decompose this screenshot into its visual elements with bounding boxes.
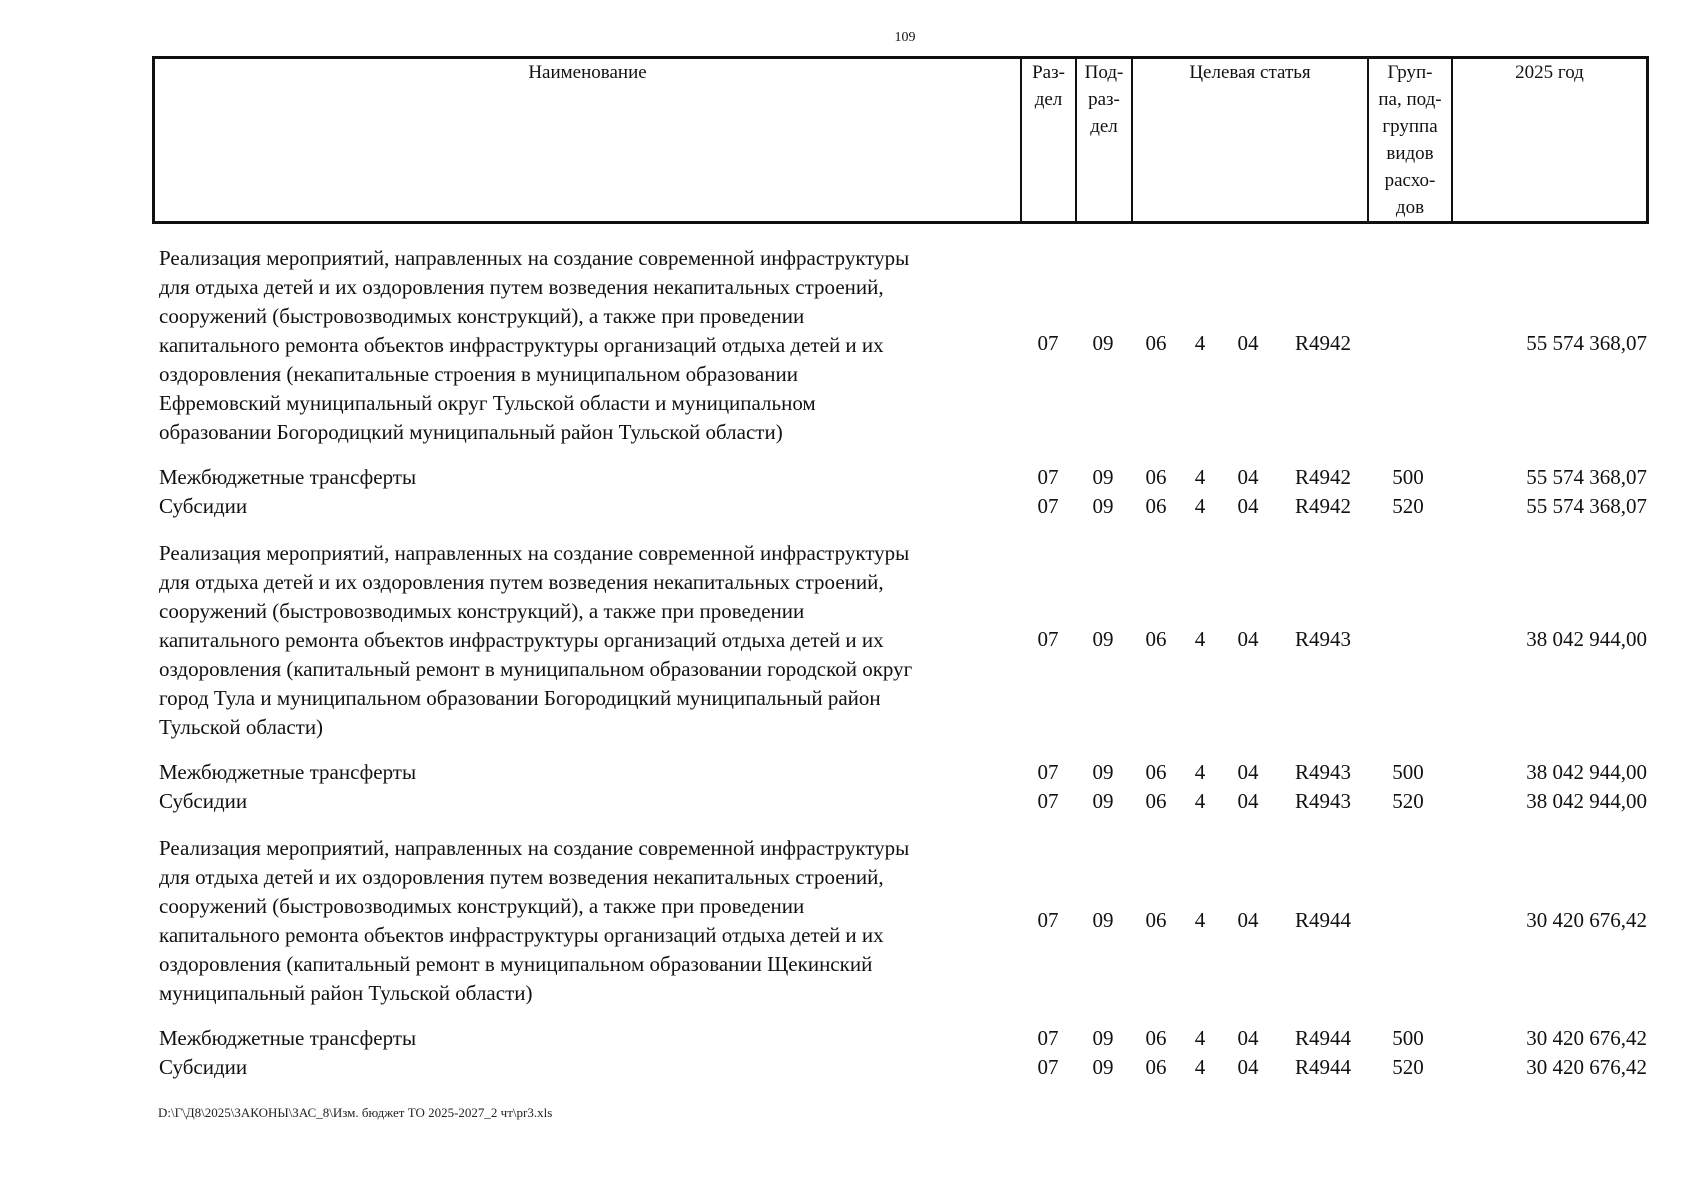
- row-target-code: R4942: [1294, 494, 1351, 518]
- row-podrazdel: 09: [1092, 331, 1114, 355]
- row-group: 500: [1392, 465, 1424, 489]
- row-group: 520: [1392, 494, 1424, 518]
- row-group: 520: [1392, 789, 1424, 813]
- row-razdel: 07: [1037, 908, 1059, 932]
- row-podrazdel: 09: [1092, 760, 1114, 784]
- row-amount: 55 574 368,07: [1526, 331, 1647, 355]
- row-amount: 38 042 944,00: [1526, 789, 1647, 813]
- row-podrazdel: 09: [1092, 908, 1114, 932]
- header-podrazdel: [1077, 59, 1131, 221]
- row-name: Межбюджетные трансферты: [159, 465, 417, 489]
- row-target-complex: 04: [1237, 760, 1259, 784]
- row-target-code: R4944: [1294, 1055, 1351, 1079]
- row-razdel: 07: [1037, 465, 1059, 489]
- row-group: 520: [1392, 1055, 1424, 1079]
- row-group: 500: [1392, 760, 1424, 784]
- header-name-text: Наименование: [528, 62, 647, 83]
- row-target-type: 4: [1194, 789, 1206, 813]
- row-target-complex: 04: [1237, 1055, 1259, 1079]
- header-group-line: па, под-: [1378, 89, 1442, 110]
- row-razdel: 07: [1037, 1055, 1059, 1079]
- row-podrazdel: 09: [1092, 789, 1114, 813]
- row-name: Субсидии: [159, 789, 248, 813]
- row-target-complex: 04: [1237, 331, 1259, 355]
- row-target-program: 06: [1145, 1026, 1167, 1050]
- row-razdel: 07: [1037, 760, 1059, 784]
- row-amount: 55 574 368,07: [1526, 494, 1647, 518]
- row-target-program: 06: [1145, 760, 1167, 784]
- header-podrazdel-line: дел: [1090, 116, 1118, 137]
- header-razdel-line: Раз-: [1032, 62, 1065, 83]
- header-razdel: [1022, 59, 1075, 221]
- row-target-code: R4942: [1294, 465, 1351, 489]
- row-razdel: 07: [1037, 1026, 1059, 1050]
- row-target-type: 4: [1194, 1055, 1206, 1079]
- header-year-text: 2025 год: [1515, 62, 1584, 83]
- file-path-footer: D:\Г\Д8\2025\ЗАКОНЫ\ЗАС_8\Изм. бюджет ТО 2025-2027_2 чт\pr3.xls: [158, 1105, 553, 1120]
- header-target-text: Целевая статья: [1189, 62, 1311, 83]
- row-target-type: 4: [1194, 908, 1206, 932]
- row-target-code: R4943: [1294, 627, 1351, 651]
- row-name: Межбюджетные трансферты: [159, 760, 417, 784]
- row-amount: 30 420 676,42: [1526, 1026, 1647, 1050]
- row-amount: 30 420 676,42: [1526, 908, 1647, 932]
- row-podrazdel: 09: [1092, 494, 1114, 518]
- header-podrazdel-line: раз-: [1088, 89, 1120, 110]
- row-target-code: R4943: [1294, 760, 1351, 784]
- page-number: 109: [894, 30, 916, 45]
- row-target-code: R4943: [1294, 789, 1351, 813]
- row-target-complex: 04: [1237, 627, 1259, 651]
- header-podrazdel-line: Под-: [1084, 62, 1124, 83]
- row-target-code: R4942: [1294, 331, 1351, 355]
- row-amount: 55 574 368,07: [1526, 465, 1647, 489]
- row-razdel: 07: [1037, 627, 1059, 651]
- row-target-program: 06: [1145, 331, 1167, 355]
- row-target-program: 06: [1145, 627, 1167, 651]
- row-group: 500: [1392, 1026, 1424, 1050]
- row-podrazdel: 09: [1092, 627, 1114, 651]
- row-target-type: 4: [1194, 760, 1206, 784]
- header-group-line: дов: [1395, 197, 1425, 218]
- row-target-code: R4944: [1294, 908, 1351, 932]
- row-target-type: 4: [1194, 627, 1206, 651]
- row-target-program: 06: [1145, 908, 1167, 932]
- row-target-program: 06: [1145, 465, 1167, 489]
- header-group-line: видов: [1386, 143, 1434, 164]
- row-amount: 30 420 676,42: [1526, 1055, 1647, 1079]
- row-target-complex: 04: [1237, 789, 1259, 813]
- row-amount: 38 042 944,00: [1526, 760, 1647, 784]
- row-podrazdel: 09: [1092, 1055, 1114, 1079]
- header-target: [1133, 59, 1367, 221]
- header-group: [1369, 59, 1451, 221]
- header-group-line: Груп-: [1387, 62, 1433, 83]
- row-name: Субсидии: [159, 494, 248, 518]
- row-name: Субсидии: [159, 1055, 248, 1079]
- row-name: Реализация мероприятий, направленных на создание современной инфраструктуры для отдыха детей и их оздоровления путем возведения некапитальных строений, сооружений (быстровозводимых конструкций), а также при проведении капитального ремонта объектов инфраструктуры организаций отдыха детей и их оздоровления (капитальный ремонт в муниципальном образовании Щекинский муниципальный район Тульской области): [159, 836, 910, 1005]
- header-group-line: расхо-: [1384, 170, 1436, 191]
- row-target-type: 4: [1194, 494, 1206, 518]
- row-target-program: 06: [1145, 1055, 1167, 1079]
- header-name: [155, 59, 1020, 221]
- row-target-type: 4: [1194, 331, 1206, 355]
- row-target-program: 06: [1145, 494, 1167, 518]
- row-name: Межбюджетные трансферты: [159, 1026, 417, 1050]
- row-podrazdel: 09: [1092, 465, 1114, 489]
- header-razdel-line: дел: [1034, 89, 1063, 110]
- row-target-complex: 04: [1237, 465, 1259, 489]
- row-target-complex: 04: [1237, 908, 1259, 932]
- row-target-complex: 04: [1237, 1026, 1259, 1050]
- row-target-type: 4: [1194, 1026, 1206, 1050]
- row-target-type: 4: [1194, 465, 1206, 489]
- row-target-program: 06: [1145, 789, 1167, 813]
- row-name: Реализация мероприятий, направленных на создание современной инфраструктуры для отдыха детей и их оздоровления путем возведения некапитальных строений, сооружений (быстровозводимых конструкций), а также при проведении капитального ремонта объектов инфраструктуры организаций отдыха детей и их оздоровления (капитальный ремонт в муниципальном образовании городской округ город Тула и муниципальном образовании Богородицкий муниципальный район Тульской области): [159, 541, 913, 739]
- row-target-complex: 04: [1237, 494, 1259, 518]
- row-razdel: 07: [1037, 494, 1059, 518]
- header-group-line: группа: [1382, 116, 1438, 137]
- row-amount: 38 042 944,00: [1526, 627, 1647, 651]
- row-name: Реализация мероприятий, направленных на создание современной инфраструктуры для отдыха детей и их оздоровления путем возведения некапитальных строений, сооружений (быстровозводимых конструкций), а также при проведении капитального ремонта объектов инфраструктуры организаций отдыха детей и их оздоровления (некапитальные строения в муниципальном образовании Ефремовский муниципальный округ Тульской области и муниципальном образовании Богородицкий муниципальный район Тульской области): [159, 246, 910, 444]
- row-razdel: 07: [1037, 789, 1059, 813]
- row-target-code: R4944: [1294, 1026, 1351, 1050]
- header-year: [1453, 59, 1646, 221]
- row-razdel: 07: [1037, 331, 1059, 355]
- row-podrazdel: 09: [1092, 1026, 1114, 1050]
- table-header: [152, 56, 1649, 224]
